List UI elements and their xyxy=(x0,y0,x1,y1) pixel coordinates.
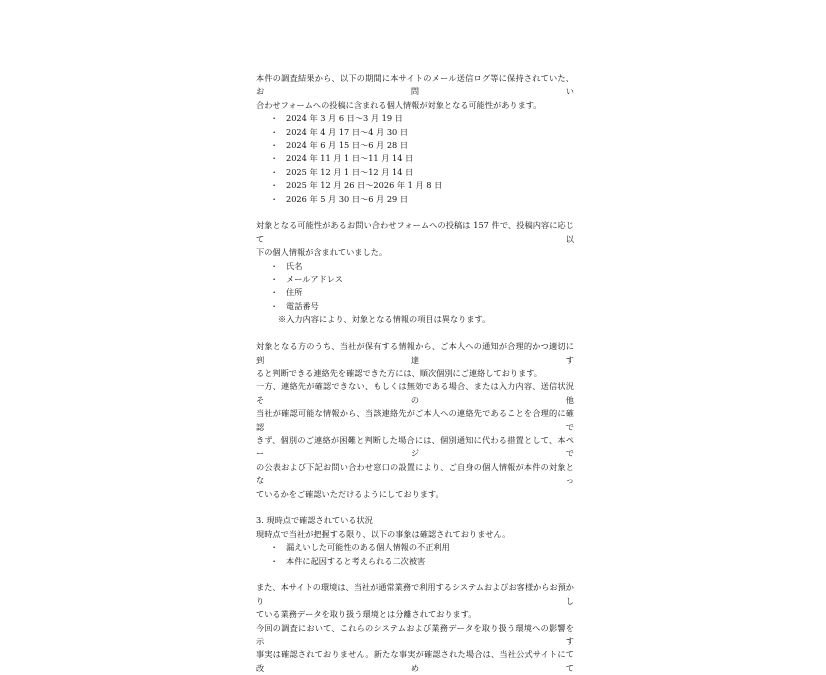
list-item xyxy=(256,112,574,125)
list-item xyxy=(256,273,574,286)
text-line: 一方、連絡先が確認できない、もしくは無効である場合、または入力内容、送信状況その他 xyxy=(256,381,574,405)
bullet-marker: ・ xyxy=(270,287,279,298)
list-item xyxy=(256,152,574,165)
text-line: 当社が確認可能な情報から、当該連絡先がご本人への連絡先であることを合理的に確認で xyxy=(256,408,574,432)
bullet-marker: ・ xyxy=(270,166,279,177)
bullet-marker: ・ xyxy=(270,140,279,151)
spacer xyxy=(256,206,574,219)
text-line: 対象となる可能性があるお問い合わせフォームへの投稿は 157 件で、投稿内容に応じて以 xyxy=(256,220,574,244)
period-text: 2024 年 4 月 17 日～4 月 30 日 xyxy=(286,126,409,137)
list-item xyxy=(256,260,574,273)
bullet-marker: ・ xyxy=(270,555,279,566)
intro-paragraph xyxy=(256,72,574,112)
bullet-marker: ・ xyxy=(270,193,279,204)
text-line: 本件の調査結果から、以下の期間に本サイトのメール送信ログ等に保持されていた、お問い xyxy=(256,73,574,97)
text-line: 対象となる方のうち、当社が保有する情報から、ご本人への通知が合理的かつ適切に到達す xyxy=(256,341,574,365)
list-item xyxy=(256,541,574,554)
text-line: ているかをご確認いただけるようにしております。 xyxy=(256,488,444,499)
bullet-marker: ・ xyxy=(270,113,279,124)
list-item xyxy=(256,126,574,139)
text-line: 事実は確認されておりません。新たな事実が確認された場合は、当社公式サイトにて改めて xyxy=(256,649,574,673)
bullet-marker: ・ xyxy=(270,180,279,191)
period-text: 2024 年 3 月 6 日～3 月 19 日 xyxy=(286,113,403,124)
text-line: ている業務データを取り扱う環境とは分離されております。 xyxy=(256,609,477,620)
bullet-marker: ・ xyxy=(270,300,279,311)
bullet-marker: ・ xyxy=(270,260,279,271)
text-line: 現時点で当社が把握する限り、以下の事象は確認されておりません。 xyxy=(256,528,511,539)
info-item-text: 氏名 xyxy=(286,260,303,271)
list-item xyxy=(256,555,574,568)
text-line: 今回の調査において、これらのシステムおよび業務データを取り扱う環境への影響を示す xyxy=(256,622,574,646)
text-line: 下の個人情報が含まれていました。 xyxy=(256,247,388,258)
info-item-text: 住所 xyxy=(286,287,303,298)
period-text: 2025 年 12 月 26 日～2026 年 1 月 8 日 xyxy=(286,180,443,191)
contact-paragraph xyxy=(256,340,574,501)
document-body xyxy=(256,72,574,675)
period-text: 2024 年 6 月 15 日～6 月 28 日 xyxy=(286,140,409,151)
bullet-marker: ・ xyxy=(270,153,279,164)
text-line: の公表および下記お問い合わせ窓口の設置により、ご自身の個人情報が本件の対象となっ xyxy=(256,461,574,486)
info-item-text: メールアドレス xyxy=(286,274,343,285)
affected-posts-paragraph xyxy=(256,219,574,259)
period-list xyxy=(256,112,574,206)
text-line: 合わせフォームへの投稿に含まれる個人情報が対象となる可能性があります。 xyxy=(256,99,542,110)
spacer xyxy=(256,568,574,581)
period-text: 2026 年 5 月 30 日～6 月 29 日 xyxy=(286,193,409,204)
text-line: ると判断できる連絡先を確認できた方には、順次個別にご連絡しております。 xyxy=(256,367,542,378)
status-item-text: 漏えいした可能性のある個人情報の不正利用 xyxy=(286,542,450,553)
section-3 xyxy=(256,514,574,568)
info-list xyxy=(256,260,574,327)
list-item xyxy=(256,139,574,152)
list-item xyxy=(256,193,574,206)
list-item xyxy=(256,166,574,179)
info-item-text: 電話番号 xyxy=(286,300,319,311)
list-item xyxy=(256,179,574,192)
status-item-text: 本件に起因すると考えられる二次被害 xyxy=(286,555,426,566)
bullet-marker: ・ xyxy=(270,126,279,137)
spacer xyxy=(256,327,574,340)
period-text: 2024 年 11 月 1 日～11 月 14 日 xyxy=(286,153,414,164)
section-heading: 3. 現時点で確認されている状況 xyxy=(256,515,373,526)
bullet-marker: ・ xyxy=(270,274,279,285)
environment-paragraph xyxy=(256,581,574,675)
bullet-marker: ・ xyxy=(270,542,279,553)
text-line: きず、個別のご連絡が困難と判断した場合には、個別通知に代わる措置として、本ページで xyxy=(256,434,574,459)
period-text: 2025 年 12 月 1 日～12 月 14 日 xyxy=(286,166,414,177)
list-item xyxy=(256,286,574,299)
spacer xyxy=(256,501,574,514)
info-note: ※入力内容により、対象となる情報の項目は異なります。 xyxy=(278,314,491,325)
list-item xyxy=(256,300,574,313)
text-line: また、本サイトの環境は、当社が通常業務で利用するシステムおよびお客様からお預かりし xyxy=(256,582,574,606)
